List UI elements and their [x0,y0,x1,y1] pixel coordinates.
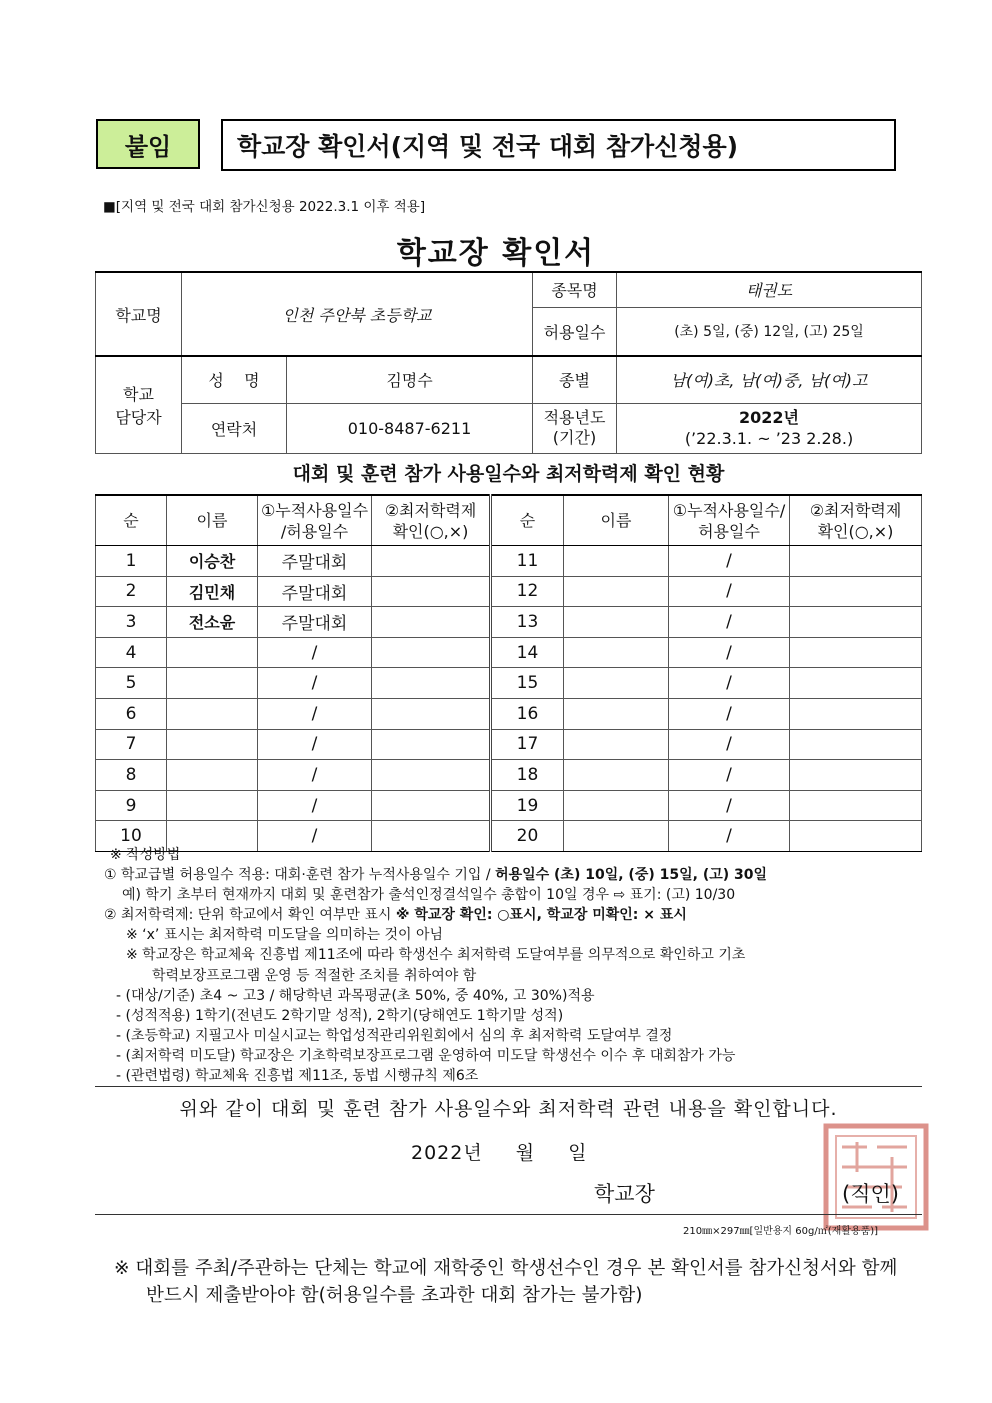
row-no-right: 15 [491,668,564,699]
row-no-right: 16 [491,698,564,729]
row-name: 이승찬 [167,546,258,577]
row-name: 김민채 [167,576,258,607]
table-row [96,637,922,668]
row-no: 6 [96,698,167,729]
school-value: 인천 주안북 초등학교 [182,272,533,356]
row-name-right [564,637,669,668]
contact-label [96,356,182,453]
col-days-right [669,495,790,546]
instr-line-6: 학력보장프로그램 운영 등 적절한 조치를 취하여야 함 [152,967,477,984]
row-no: 3 [96,607,167,638]
col-academic-line1: ②최저학력제 [384,500,477,520]
contact-label-line2: 담당자 [115,407,162,427]
row-name-right [564,760,669,791]
phone-label: 연락처 [182,403,287,453]
row-name-right [564,790,669,821]
divider-top [95,1086,922,1087]
row-no-right: 11 [491,546,564,577]
row-name [167,637,258,668]
row-name: 전소윤 [167,607,258,638]
row-academic-right [790,760,922,791]
row-days-right: / [669,546,790,577]
row-name-right [564,576,669,607]
divider-bottom [95,1214,922,1215]
row-academic [372,607,491,638]
form-heading: 학교장 확인서(지역 및 전국 대회 참가신청용) [221,119,896,171]
instr-line-3 [104,905,934,925]
applicability-note: ■[지역 및 전국 대회 참가신청용 2022.3.1 이후 적용] [103,199,426,215]
allowed-days-label: 허용일수 [533,307,617,356]
instr-line-10: - (최저학력 미도달) 학교장은 기초학력보장프로그램 운영하여 미도달 학생선수 이수 후 대회참가 가능 [116,1047,736,1064]
seal-label: (직인) [842,1182,899,1206]
row-no-right: 18 [491,760,564,791]
row-academic-right [790,729,922,760]
col-no-right: 순 [491,495,564,546]
row-days: / [258,790,372,821]
row-academic [372,546,491,577]
period-value-line: (’22.3.1. ~ ’23 2.28.) [684,429,854,448]
row-academic-right [790,546,922,577]
col-name-right: 이름 [564,495,669,546]
row-days: / [258,668,372,699]
row-academic-right [790,698,922,729]
year-label-line1: 적용년도 [543,408,606,427]
school-label: 학교명 [96,272,182,356]
table-row [96,576,922,607]
year-value-line: 2022년 [739,408,799,427]
allowed-days-value: (초) 5일, (중) 12일, (고) 25일 [617,307,922,356]
contact-label-line1: 학교 [123,384,154,404]
row-name [167,698,258,729]
instr-line-5: ※ 학교장은 학교체육 진흥법 제11조에 따라 학생선수 최저학력 도달여부를 의무적으로 확인하고 기초 [126,947,746,964]
instr-line-2: 예) 학기 초부터 현재까지 대회 및 훈련참가 출석인정결석일수 총합이 10일 경우 ⇨ 표기: (고) 10/30 [122,887,736,904]
row-name-right [564,668,669,699]
row-academic [372,668,491,699]
row-days-right: / [669,760,790,791]
row-days: / [258,821,372,852]
row-academic-right [790,576,922,607]
row-days-right: / [669,607,790,638]
row-days-right: / [669,790,790,821]
table-row [96,698,922,729]
row-days: / [258,760,372,791]
row-name-right [564,546,669,577]
row-academic-right [790,790,922,821]
sport-label: 종목명 [533,272,617,307]
col-days-right-line2: 허용일수 [698,521,760,541]
col-days-line1: ①누적사용일수 [260,500,369,520]
gender-value: 남(여)초, 남(여)중, 남(여)고 [617,356,922,403]
year-label-line2: (기간) [552,428,597,447]
instr-line-11: - (관련법령) 학교체육 진흥법 제11조, 동법 시행규칙 제6조 [116,1068,479,1085]
col-days-line2: /허용일수 [280,521,349,541]
gender-label: 종별 [533,356,617,403]
row-no: 9 [96,790,167,821]
row-academic-right [790,668,922,699]
participation-table [95,494,922,852]
paper-spec: 210㎜×297㎜[일반용지 60g/㎡(재활용품)] [683,1226,879,1237]
row-name-right [564,729,669,760]
col-days-right-line1: ①누적사용일수/ [672,500,786,520]
table-row [96,607,922,638]
row-no-right: 14 [491,637,564,668]
row-days: 주말대회 [258,576,372,607]
table-row [96,729,922,760]
footer-line-1: ※ 대회를 주최/주관하는 단체는 학교에 재학중인 학생선수인 경우 본 확인서를 참가신청서와 함께 [114,1258,898,1279]
row-no: 1 [96,546,167,577]
footer-line-2: 반드시 제출받아야 함(허용일수를 초과한 대회 참가는 불가함) [146,1285,643,1306]
row-days: / [258,698,372,729]
year-label [533,403,617,453]
col-days [258,495,372,546]
document-title: 학교장 확인서 [396,236,596,271]
col-academic-right-line1: ②최저학력제 [809,500,902,520]
row-days-right: / [669,668,790,699]
col-name: 이름 [167,495,258,546]
row-name [167,729,258,760]
instr-line-9: - (초등학교) 지필고사 미실시교는 학업성적관리위원회에서 심의 후 최저학력 도달여부 결정 [116,1027,673,1044]
row-academic [372,760,491,791]
row-days: 주말대회 [258,607,372,638]
row-name-right [564,698,669,729]
row-no: 2 [96,576,167,607]
school-info-table [95,271,922,454]
phone-value: 010-8487-6211 [287,403,533,453]
instr-3b: ※ 학교장 확인: ○표시, 학교장 미확인: × 표시 [395,907,687,924]
confirmation-text: 위와 같이 대회 및 훈련 참가 사용일수와 최저학력 관련 내용을 확인합니다. [179,1098,838,1120]
row-days-right: / [669,637,790,668]
row-academic-right [790,607,922,638]
row-no: 5 [96,668,167,699]
row-name-right [564,607,669,638]
name-value: 김명수 [287,356,533,403]
col-academic-right [790,495,922,546]
row-no: 7 [96,729,167,760]
instr-line-7: - (대상/기준) 초4 ~ 고3 / 해당학년 과목평균(초 50%, 중 40%, 고 30%)적용 [116,987,595,1004]
row-academic-right [790,637,922,668]
row-academic [372,637,491,668]
row-days: 주말대회 [258,546,372,577]
instr-line-8: - (성적적용) 1학기(전년도 2학기말 성적), 2학기(당해연도 1학기말 성적) [116,1007,564,1024]
row-no-right: 13 [491,607,564,638]
year-value [617,403,922,453]
row-academic [372,790,491,821]
instr-3a: ② 최저학력제: 단위 학교에서 확인 여부만 표시 [104,907,396,924]
row-no: 4 [96,637,167,668]
row-academic [372,698,491,729]
row-no-right: 19 [491,790,564,821]
instr-1a: ① 학교급별 허용일수 적용: 대회·훈련 참가 누적사용일수 기입 / [104,867,496,884]
sport-value: 태권도 [617,272,922,307]
name-label: 성 명 [182,356,287,403]
row-days: / [258,729,372,760]
col-academic-right-line2: 확인(○,×) [817,521,894,541]
col-academic-line2: 확인(○,×) [392,521,469,541]
col-no: 순 [96,495,167,546]
instr-line-4: ※ ‘x’ 표시는 최저학력 미도달을 의미하는 것이 아님 [126,927,444,944]
instructions [104,845,934,1086]
row-days-right: / [669,698,790,729]
instr-heading: ※ 작성방법 [110,847,181,863]
row-no-right: 20 [491,821,564,852]
col-academic [372,495,491,546]
table-row [96,790,922,821]
instr-1b: 허용일수 (초) 10일, (중) 15일, (고) 30일 [495,867,768,884]
row-name [167,790,258,821]
section-title: 대회 및 훈련 참가 사용일수와 최저학력제 확인 현황 [292,463,725,485]
row-days-right: / [669,729,790,760]
row-name [167,760,258,791]
row-no-right: 17 [491,729,564,760]
row-no: 10 [96,821,167,852]
table-row [96,546,922,577]
row-days-right: / [669,821,790,852]
table-row [96,760,922,791]
row-name [167,668,258,699]
instr-line-1 [104,865,934,885]
row-days: / [258,637,372,668]
row-days-right: / [669,576,790,607]
row-no: 8 [96,760,167,791]
footer-note [114,1255,934,1309]
principal-label: 학교장 [594,1182,655,1206]
attachment-tag: 붙임 [96,119,200,169]
row-academic [372,729,491,760]
date-line: 2022년 월 일 [411,1142,588,1164]
table-row [96,668,922,699]
row-academic [372,576,491,607]
row-no-right: 12 [491,576,564,607]
